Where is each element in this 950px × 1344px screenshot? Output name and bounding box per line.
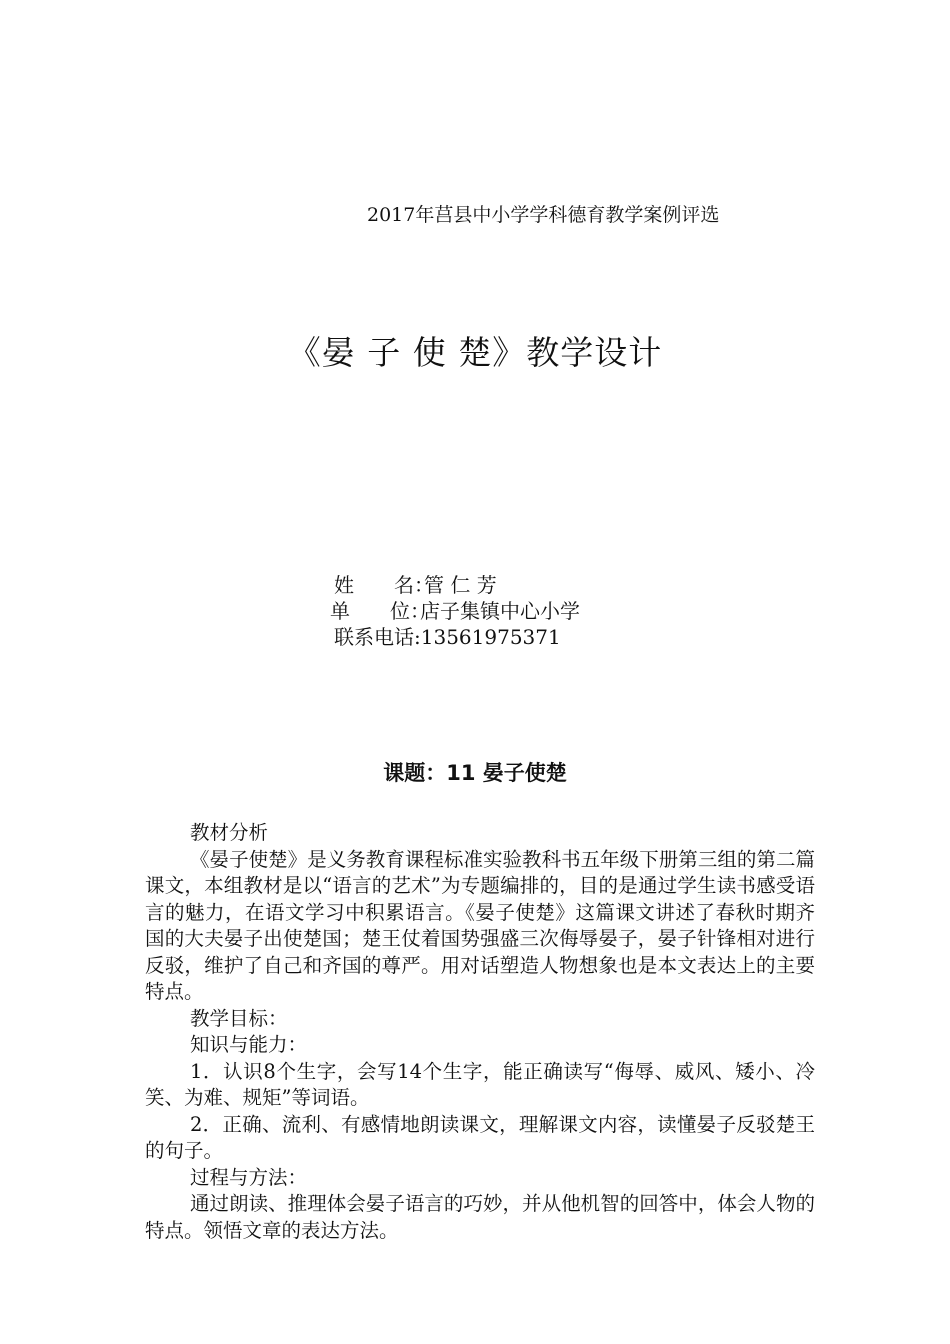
author-name-row — [330, 572, 580, 598]
process-heading: 过程与方法： — [190, 1165, 308, 1189]
author-phone-row — [330, 624, 580, 650]
analysis-heading: 教材分析 — [190, 821, 269, 844]
goal-item-2: 2．正确、流利、有感情地朗读课文，理解课文内容，读懂晏子反驳楚王的句子。 — [145, 1112, 815, 1162]
process-paragraph: 通过朗读、推理体会晏子语言的巧妙，并从他机智的回答中，体会人物的特点。领悟文章的表达方法。 — [145, 1192, 815, 1242]
author-name-value: 管 仁 芳 — [424, 573, 497, 597]
author-name-label: 姓 名： — [334, 573, 434, 597]
lesson-title: 课题：11 晏子使楚 — [383, 761, 567, 785]
contest-header: 2017年莒县中小学学科德育教学案例评选 — [367, 204, 720, 226]
author-unit-label: 单 位： — [330, 599, 430, 623]
document-title: 《晏 子 使 楚》教学设计 — [287, 333, 663, 372]
author-phone-value: 13561975371 — [420, 625, 561, 649]
author-info — [330, 572, 580, 650]
author-phone-label: 联系电话: — [334, 625, 421, 649]
author-unit-value: 店子集镇中心小学 — [420, 599, 580, 623]
knowledge-heading: 知识与能力： — [190, 1033, 308, 1056]
document-body — [145, 820, 815, 1244]
goal-item-1: 1．认识8个生字，会写14个生字，能正确读写“侮辱、威风、矮小、冷笑、为难、规矩”等词语。 — [145, 1059, 815, 1109]
analysis-paragraph: 《晏子使楚》是义务教育课程标准实验教科书五年级下册第三组的第二篇课文，本组教材是以“语言的艺术”为专题编排的，目的是通过学生读书感受语言的魅力，在语文学习中积累语言。《晏子使楚》这篇课文讲述了春秋时期齐国的大夫晏子出使楚国；楚王仗着国势强盛三次侮辱晏子，晏子针锋相对进行反驳，维护了自己和齐国的尊严。用对话塑造人物想象也是本文表达上的主要特点。 — [145, 847, 815, 1003]
author-unit-row — [330, 598, 580, 624]
goals-heading: 教学目标： — [190, 1006, 288, 1030]
